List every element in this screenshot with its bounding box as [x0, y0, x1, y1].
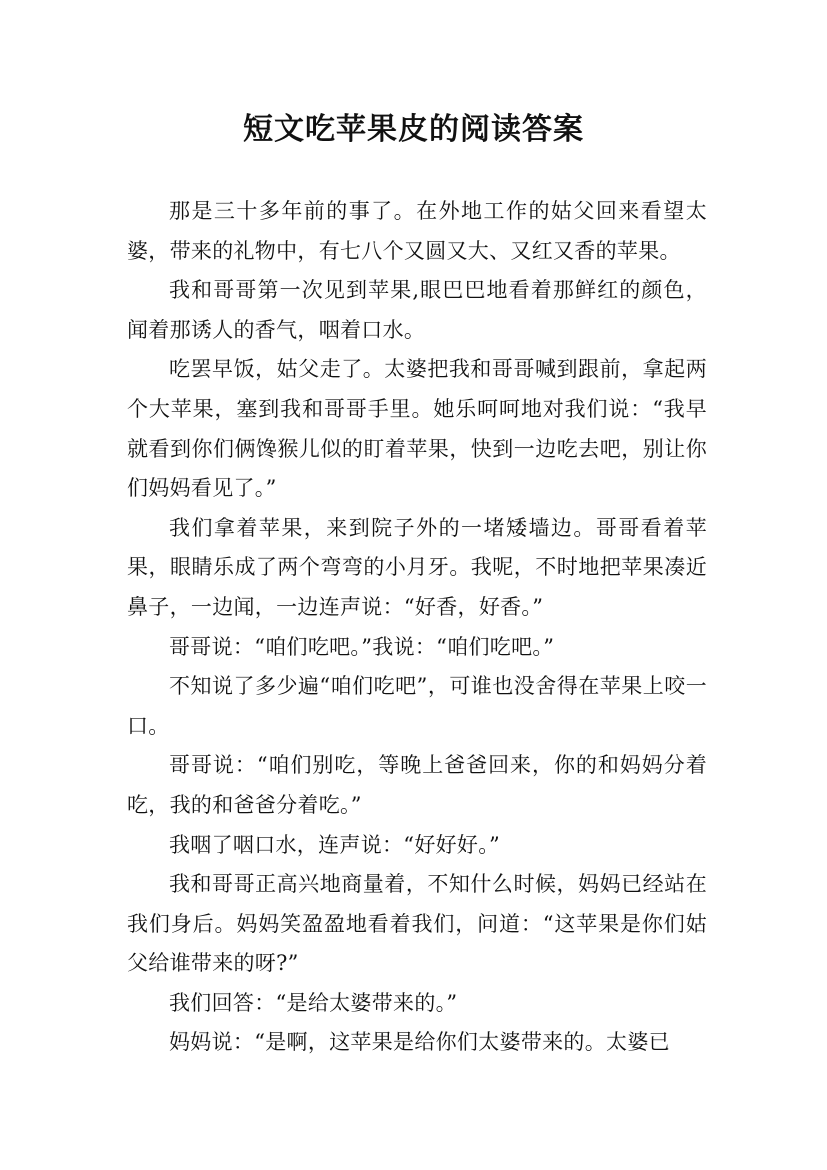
- paragraph: 我和哥哥正高兴地商量着，不知什么时候，妈妈已经站在我们身后。妈妈笑盈盈地看着我们，问道：“这苹果是你们姑父给谁带来的呀?”: [127, 872, 707, 976]
- paragraph: 吃罢早饭，姑父走了。太婆把我和哥哥喊到跟前，拿起两个大苹果，塞到我和哥哥手里。她乐呵呵地对我们说：“我早就看到你们俩馋猴儿似的盯着苹果，快到一边吃去吧，别让你们妈妈看见了。”: [127, 357, 707, 501]
- paragraph: 哥哥说：“咱们别吃，等晚上爸爸回来，你的和妈妈分着吃，我的和爸爸分着吃。”: [127, 753, 707, 817]
- paragraph: 妈妈说：“是啊，这苹果是给你们太婆带来的。太婆已: [169, 1030, 670, 1055]
- document-title: 短文吃苹果皮的阅读答案: [243, 112, 584, 147]
- document-body: [127, 192, 707, 1063]
- paragraph: 我们拿着苹果，来到院子外的一堵矮墙边。哥哥看着苹果，眼睛乐成了两个弯弯的小月牙。我呢，不时地把苹果凑近鼻子，一边闻，一边连声说：“好香，好香。”: [127, 515, 707, 619]
- paragraph: 我和哥哥第一次见到苹果,眼巴巴地看着那鲜红的颜色，闻着那诱人的香气，咽着口水。: [127, 278, 707, 342]
- paragraph: 哥哥说：“咱们吃吧。”我说：“咱们吃吧。”: [169, 634, 555, 659]
- paragraph: 我们回答：“是给太婆带来的。”: [169, 990, 458, 1015]
- paragraph: 那是三十多年前的事了。在外地工作的姑父回来看望太婆，带来的礼物中，有七八个又圆又大、又红又香的苹果。: [127, 199, 707, 263]
- paragraph: 我咽了咽口水，连声说：“好好好。”: [169, 832, 501, 857]
- paragraph: 不知说了多少遍“咱们吃吧”，可谁也没舍得在苹果上咬一口。: [127, 674, 707, 738]
